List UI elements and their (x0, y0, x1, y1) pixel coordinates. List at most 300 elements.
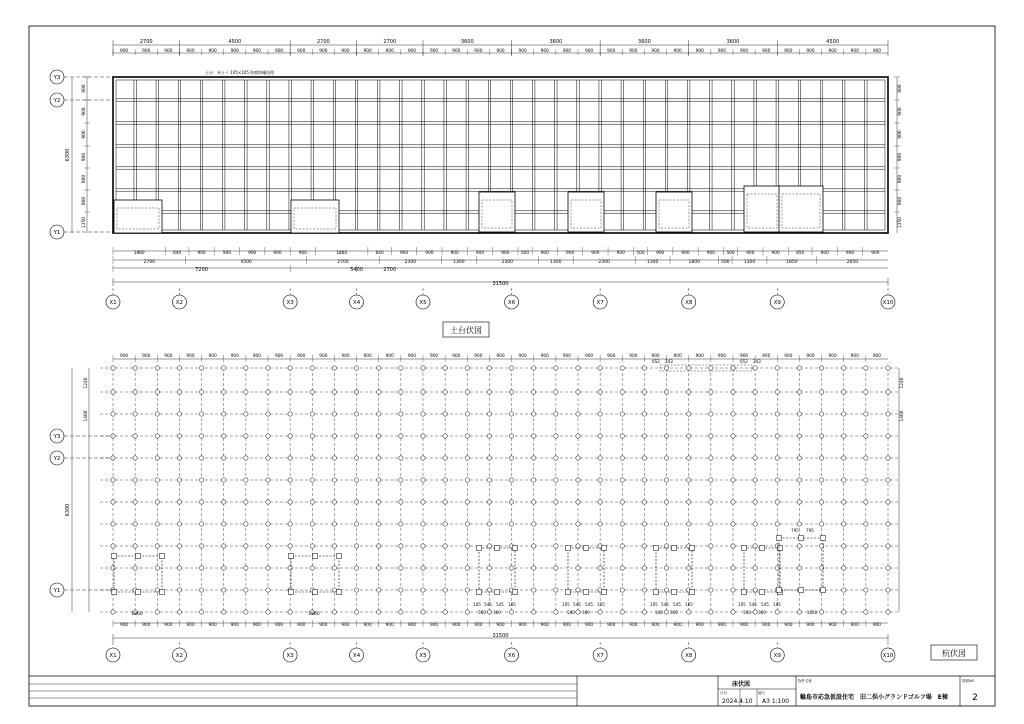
pile (377, 478, 381, 482)
bottom-dim-2: 1800 (688, 260, 700, 265)
bottom-dim-1: 1860 (133, 251, 145, 256)
pile (709, 544, 713, 548)
grid-bubble-label: X5 (419, 653, 427, 659)
module-dim: 900 (319, 354, 328, 359)
pile (354, 522, 358, 526)
detail-dim: 652 (740, 359, 748, 364)
pile (598, 412, 602, 416)
bottom-dim: 1860 (131, 612, 143, 617)
module-dim: 900 (739, 623, 749, 628)
span-dim: 3600 (549, 39, 563, 45)
pile (487, 588, 491, 592)
pile (731, 610, 735, 614)
pile (332, 610, 336, 614)
pile (598, 434, 602, 438)
pile (443, 478, 447, 482)
pile (642, 544, 646, 548)
y-dim: 900 (898, 107, 903, 116)
span-dim: 3600 (638, 39, 651, 45)
module-dim: 900 (252, 49, 262, 54)
module-dim: 900 (762, 354, 771, 359)
pile (222, 456, 226, 460)
entry-pile (289, 590, 294, 595)
pile (332, 522, 336, 526)
pile (797, 366, 801, 370)
entry-pile (136, 554, 141, 559)
pile (886, 544, 890, 548)
bottom-dim-2: 2700 (143, 260, 156, 265)
pile (753, 434, 757, 438)
module-dim: 900 (474, 354, 483, 359)
grid-bubble-x3 (283, 295, 297, 309)
grid-bubble-label: X4 (352, 653, 361, 659)
pile (288, 500, 292, 504)
module-dim: 900 (850, 49, 859, 54)
pile (797, 522, 801, 526)
module-dim: 900 (607, 623, 616, 628)
module-dim: 900 (562, 49, 572, 54)
pile (465, 544, 469, 548)
pile (554, 522, 558, 526)
pile (664, 456, 668, 460)
pile (199, 500, 203, 504)
pile (443, 390, 447, 394)
pile (310, 566, 314, 570)
pile (709, 390, 713, 394)
grid-bubble-y1 (50, 225, 64, 239)
y-dim: 1350 (898, 217, 903, 228)
grid-bubble-y1 (50, 583, 64, 597)
entry-pile (799, 536, 804, 541)
pile (354, 478, 358, 482)
pile (576, 478, 580, 482)
module-dim: 900 (164, 354, 173, 359)
bottom-dim-1: 900 (566, 251, 575, 256)
module-dim: 900 (584, 623, 594, 628)
pile (642, 610, 646, 614)
pile (332, 544, 336, 548)
pile (111, 544, 115, 548)
pile (687, 434, 691, 438)
pile (487, 434, 491, 438)
pile (332, 588, 336, 592)
pile (864, 456, 868, 460)
entry-pile-cluster (291, 556, 339, 592)
pile (266, 434, 270, 438)
module-dim: 900 (319, 49, 328, 54)
module-dim: 900 (385, 49, 394, 54)
pile (753, 566, 757, 570)
module-dim: 900 (208, 354, 217, 359)
pile (111, 566, 115, 570)
pile (886, 588, 890, 592)
pile (465, 566, 469, 570)
pile (886, 412, 890, 416)
pile (377, 366, 381, 370)
pile (532, 478, 536, 482)
pile (598, 522, 602, 526)
bottom-dim: 795 (806, 528, 814, 533)
pile (421, 434, 425, 438)
bottom-dim: 500 (478, 610, 486, 615)
grid-bubble-x9 (770, 295, 784, 309)
pile (687, 412, 691, 416)
pile (886, 390, 890, 394)
pile (443, 412, 447, 416)
pile (687, 522, 691, 526)
bottom-dim-1: 900 (681, 251, 690, 256)
pile (554, 456, 558, 460)
pile (155, 456, 159, 460)
pile (753, 412, 757, 416)
pile (199, 412, 203, 416)
entry-pile (160, 590, 165, 595)
module-dim: 900 (872, 623, 882, 628)
module-dim: 900 (651, 49, 660, 54)
pile (421, 522, 425, 526)
pile (842, 500, 846, 504)
pile (133, 522, 137, 526)
pile (199, 544, 203, 548)
pile (598, 500, 602, 504)
pile (487, 566, 491, 570)
pile (576, 500, 580, 504)
module-dim: 900 (850, 354, 859, 359)
pile (310, 390, 314, 394)
pile (509, 610, 513, 614)
pile (576, 522, 580, 526)
pile (266, 522, 270, 526)
pile (266, 390, 270, 394)
module-dim: 900 (119, 354, 129, 359)
bottom-dim-1: 900 (616, 251, 625, 256)
bottom-dim-1: 900 (475, 251, 485, 256)
pile (642, 434, 646, 438)
plan2-dimensions (50, 353, 905, 662)
pile (288, 366, 292, 370)
pile (509, 456, 513, 460)
pile (709, 412, 713, 416)
entry-pile (602, 546, 607, 551)
pile (731, 390, 735, 394)
pile (155, 610, 159, 614)
bottom-dim-2: 2300 (598, 260, 610, 265)
grid-bubble-x8 (682, 295, 696, 309)
pile (842, 544, 846, 548)
pile (133, 390, 137, 394)
floor-opening (779, 186, 823, 232)
pile (886, 500, 890, 504)
bottom-dim-1: 900 (771, 251, 780, 256)
drawing-number: 2 (972, 693, 978, 703)
grid-bubble-label: X1 (109, 653, 117, 659)
pile (532, 456, 536, 460)
module-dim: 900 (717, 623, 727, 628)
module-dim: 900 (673, 623, 682, 628)
pile (354, 566, 358, 570)
pile (111, 412, 115, 416)
detail-dim: 652 (652, 359, 660, 364)
grid-bubble-x5 (416, 648, 430, 662)
pile (554, 390, 558, 394)
bottom-dim-1: 900 (298, 251, 307, 256)
bottom-dim-3: 5400 (350, 267, 363, 273)
grid-bubble-x2 (172, 295, 186, 309)
pile (111, 500, 115, 504)
bottom-dim-1: 900 (450, 251, 459, 256)
pile (598, 566, 602, 570)
entry-pile (289, 554, 294, 559)
pile (797, 412, 801, 416)
pile (487, 522, 491, 526)
pile (532, 544, 536, 548)
pile (266, 366, 270, 370)
module-dim: 900 (407, 623, 417, 628)
pile (642, 566, 646, 570)
pile (310, 434, 314, 438)
floor-opening (114, 200, 162, 233)
pile (642, 522, 646, 526)
bottom-dim-1: 850 (796, 251, 805, 256)
entry-pile (584, 590, 589, 595)
pile (664, 390, 668, 394)
pile (642, 588, 646, 592)
scale-label: 縮尺 (758, 691, 765, 695)
pile (509, 566, 513, 570)
total-x-dim: 31500 (492, 281, 509, 287)
pile (177, 588, 181, 592)
grid-bubble-x3 (283, 648, 297, 662)
bottom-dim-2: 1850 (786, 260, 798, 265)
pile (377, 456, 381, 460)
pile (775, 610, 779, 614)
pile (399, 588, 403, 592)
pile (487, 456, 491, 460)
pile (111, 522, 115, 526)
pile (842, 610, 846, 614)
module-dim: 900 (540, 49, 549, 54)
pile (642, 412, 646, 416)
span-dim: 3600 (726, 39, 740, 45)
entry-pile (742, 546, 747, 551)
pile (155, 366, 159, 370)
pile (797, 566, 801, 570)
pile (377, 500, 381, 504)
pile (753, 500, 757, 504)
grid-bubble-x8 (682, 648, 696, 662)
pile (421, 500, 425, 504)
pile (753, 456, 757, 460)
pile (642, 478, 646, 482)
pile (775, 390, 779, 394)
pile (842, 588, 846, 592)
grid-bubble-x7 (593, 648, 607, 662)
span-dim: 4500 (228, 39, 242, 45)
module-dim: 900 (363, 49, 372, 54)
pile (199, 588, 203, 592)
entry-pile (654, 590, 659, 595)
pile (554, 500, 558, 504)
entry-pile (513, 546, 518, 551)
pile (620, 412, 624, 416)
entry-pile (566, 590, 571, 595)
pile (797, 478, 801, 482)
pile (797, 390, 801, 394)
pile (155, 566, 159, 570)
pile (465, 522, 469, 526)
entry-pile-cluster (114, 556, 162, 592)
pile (310, 544, 314, 548)
module-dim: 900 (452, 623, 461, 628)
pile (244, 390, 248, 394)
span-dim: 2700 (139, 39, 153, 45)
module-dim: 900 (274, 354, 284, 359)
pile (421, 412, 425, 416)
entry-pile (690, 546, 695, 551)
pile (620, 610, 624, 614)
module-dim: 900 (341, 354, 350, 359)
pile (620, 390, 624, 394)
bottom-dim-2: 1300 (743, 260, 756, 265)
entry-pile (495, 590, 500, 595)
pile (864, 366, 868, 370)
pile (399, 500, 403, 504)
pile (620, 544, 624, 548)
pile (177, 544, 181, 548)
entry-pile (477, 546, 482, 551)
entry-pile (313, 554, 318, 559)
pile (288, 610, 292, 614)
entry-pile (112, 590, 117, 595)
pile (709, 366, 713, 370)
module-dim: 900 (142, 354, 151, 359)
pile (487, 412, 491, 416)
plan2-title: 杭伏図 (942, 649, 966, 658)
module-dim: 900 (562, 354, 572, 359)
pile (842, 566, 846, 570)
pile (819, 478, 823, 482)
pile (819, 434, 823, 438)
pile (554, 588, 558, 592)
pile (332, 434, 336, 438)
pile (177, 412, 181, 416)
bottom-dim-2: 2700 (337, 260, 349, 265)
grid-bubble-x1 (106, 648, 120, 662)
pile (310, 522, 314, 526)
pile (288, 390, 292, 394)
bottom-dim: 105 (773, 602, 781, 607)
pile (288, 434, 292, 438)
pile (753, 366, 757, 370)
module-dim: 900 (252, 354, 262, 359)
module-dim: 900 (806, 354, 815, 359)
module-dim: 900 (695, 623, 704, 628)
pile (775, 434, 779, 438)
grid-bubble-x5 (416, 295, 430, 309)
bottom-dim-1: 840 (375, 251, 384, 256)
grid-bubble-label: X2 (175, 300, 184, 306)
pile (509, 390, 513, 394)
module-dim: 900 (407, 49, 417, 54)
pile (753, 588, 757, 592)
pile (532, 390, 536, 394)
bottom-dim: 105 (473, 602, 481, 607)
pile (886, 434, 890, 438)
pile (244, 610, 248, 614)
pile (177, 500, 181, 504)
entry-pile (799, 588, 804, 593)
bottom-dim-2: 2650 (846, 260, 859, 265)
module-dim: 900 (828, 623, 837, 628)
pile (642, 456, 646, 460)
pile (310, 412, 314, 416)
pile (443, 566, 447, 570)
pile (288, 478, 292, 482)
pile (177, 566, 181, 570)
module-dim: 900 (363, 354, 372, 359)
grid-bubble-label: Y2 (53, 456, 61, 462)
module-dim: 900 (651, 354, 660, 359)
pile (664, 544, 668, 548)
pile (222, 544, 226, 548)
pile (199, 366, 203, 370)
pile (266, 478, 270, 482)
module-dim: 900 (762, 623, 771, 628)
pile (177, 610, 181, 614)
pile (133, 478, 137, 482)
entry-pile (672, 590, 677, 595)
y-dim: 900 (82, 107, 87, 116)
floor-framing-grid (113, 77, 888, 233)
pile (554, 366, 558, 370)
entry-pile-cluster (656, 548, 692, 592)
pile (266, 544, 270, 548)
pile (864, 588, 868, 592)
grid-bubble-x6 (505, 295, 519, 309)
module-dim: 900 (142, 49, 151, 54)
pile (332, 456, 336, 460)
pile (266, 610, 270, 614)
pile (487, 478, 491, 482)
module-dim: 900 (562, 623, 572, 628)
pile (664, 412, 668, 416)
bottom-dim: 545 (661, 602, 669, 607)
pile (199, 478, 203, 482)
pile (576, 566, 580, 570)
entry-pile-cluster (744, 548, 780, 592)
y-dim: 1240 (84, 377, 89, 389)
pile (421, 566, 425, 570)
pile (842, 412, 846, 416)
module-dim: 900 (496, 354, 505, 359)
grid-bubble-label: X5 (419, 300, 427, 306)
pile (111, 390, 115, 394)
pile (244, 522, 248, 526)
pile (377, 522, 381, 526)
pile (620, 566, 624, 570)
pile (377, 412, 381, 416)
module-dim: 900 (518, 49, 527, 54)
pile (244, 412, 248, 416)
bottom-dim: 545 (673, 602, 681, 607)
pile (864, 544, 868, 548)
pile (155, 412, 159, 416)
entry-pile (690, 590, 695, 595)
pile (288, 522, 292, 526)
pile (819, 366, 823, 370)
pile (731, 434, 735, 438)
module-dim: 900 (385, 623, 394, 628)
